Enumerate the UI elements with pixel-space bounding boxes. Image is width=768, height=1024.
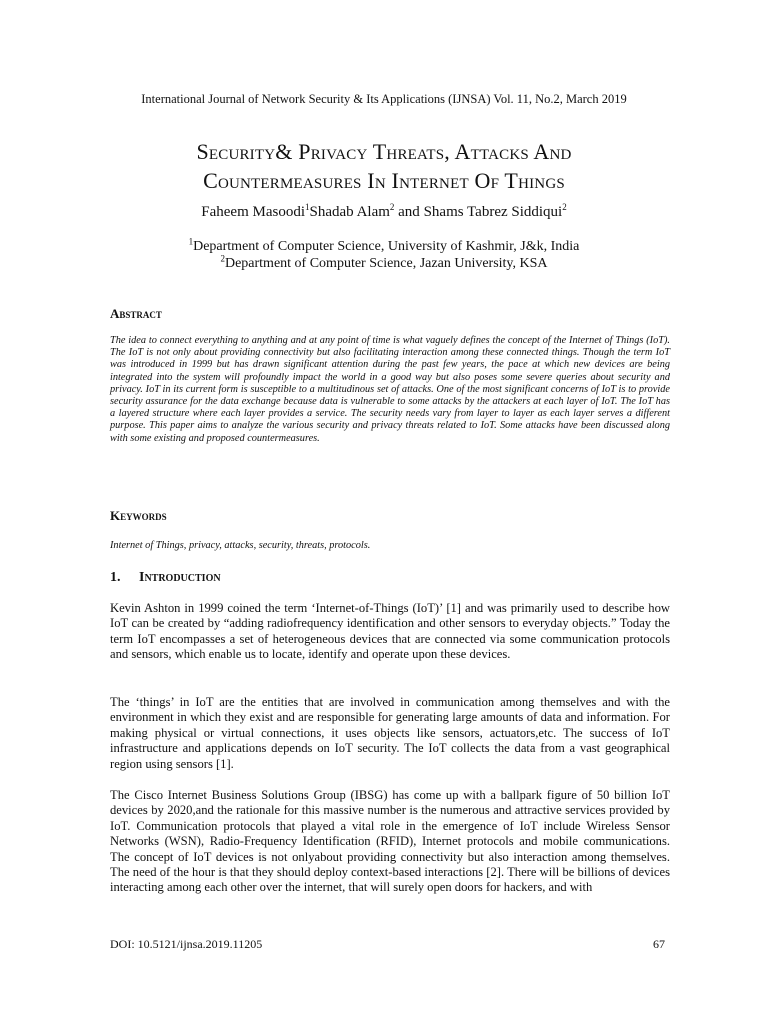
doi-link[interactable]: DOI: 10.5121/ijnsa.2019.11205	[110, 937, 263, 951]
affiliation-mark: 1	[188, 236, 194, 247]
keywords-text: Internet of Things, privacy, attacks, security, threats, protocols.	[110, 540, 371, 551]
author-affiliation-mark: 2	[389, 202, 395, 212]
title-line-2: Countermeasures In Internet Of Things	[203, 168, 565, 193]
affiliation-text: Department of Computer Science, University of Kashmir, J&k, India	[193, 239, 580, 254]
author-name: Shams Tabrez Siddiqui	[423, 204, 563, 220]
author-affiliation-mark: 1	[304, 202, 310, 212]
intro-paragraph-2: The ‘things’ in IoT are the entities that are involved in communication among themselves and with the environment in which they exist and are responsible for generating large amounts of data and information. For making physical or virtual connections, it uses objects like sensors, actuators,etc. The success of IoT infrastructure and applications depends on IoT security. The IoT collects the data from a vast geographical region using sensors [1].	[110, 695, 670, 771]
paper-title	[60, 137, 708, 195]
page-number: 67	[653, 937, 665, 951]
author-affiliation-mark: 2	[562, 202, 567, 212]
title-line-1: Security& Privacy Threats, Attacks And	[196, 139, 572, 164]
intro-paragraph-1: Kevin Ashton in 1999 coined the term ‘Internet-of-Things (IoT)’ [1] and was primarily used to describe how IoT can be created by “adding radiofrequency identification and other sensors to everyday objects.” Today the term IoT encompasses a set of heterogeneous devices that are connected via some communication protocols and sensors, which enable us to locate, identify and operate upon these devices.	[110, 601, 670, 662]
abstract-text: The idea to connect everything to anything and at any point of time is what vaguely defines the concept of the Internet of Things (IoT). The IoT is not only about providing connectivity but also facilitating interaction among these connected things. Though the term IoT was introduced in 1999 but has drawn significant attention during the past few years, the pace at which new devices are being integrated into the system will profoundly impact the world in a good way but also poses some severe queries about security and privacy. IoT in its current form is susceptible to a multitudinous set of attacks. One of the most significant concerns of IoT is to provide security assurance for the data exchange because data is vulnerable to some attacks by the attackers at each layer of IoT. The IoT has a layered structure where each layer provides a service. The security needs vary from layer to layer as each layer serves a different purpose. This paper aims to analyze the various security and privacy threats related to IoT. Some attacks have been discussed along with some existing and proposed countermeasures.	[110, 335, 670, 444]
author-name: Shadab Alam	[309, 204, 390, 220]
affiliation-list	[0, 238, 768, 272]
section-number: 1.	[110, 570, 121, 585]
affiliation-text: Department of Computer Science, Jazan University, KSA	[224, 256, 548, 271]
keywords-heading: Keywords	[110, 508, 167, 523]
abstract-heading: Abstract	[110, 306, 162, 321]
affiliation-item	[0, 255, 768, 272]
author-connector: and	[394, 204, 424, 220]
author-name: Faheem Masoodi	[201, 204, 305, 220]
author-list	[0, 204, 768, 221]
affiliation-item	[0, 238, 768, 255]
affiliation-mark: 2	[220, 253, 225, 264]
intro-paragraph-3: The Cisco Internet Business Solutions Group (IBSG) has come up with a ballpark figure of 50 billion IoT devices by 2020,and the rationale for this massive number is the numerous and attractive services provided by IoT. Communication protocols that played a vital role in the emergence of IoT include Wireless Sensor Networks (WSN), Radio-Frequency Identification (RFID), Internet protocols and mobile communications. The concept of IoT devices is not onlyabout providing connectivity but also interaction among themselves. The need of the hour is that they should deploy context-based interactions [2]. There will be billions of devices interacting among each other over the internet, that will surely open doors for hackers, and with	[110, 788, 670, 895]
section-title: Introduction	[139, 570, 221, 585]
introduction-heading	[110, 570, 221, 586]
journal-header: International Journal of Network Security & Its Applications (IJNSA) Vol. 11, No.2, March 2019	[141, 92, 627, 106]
